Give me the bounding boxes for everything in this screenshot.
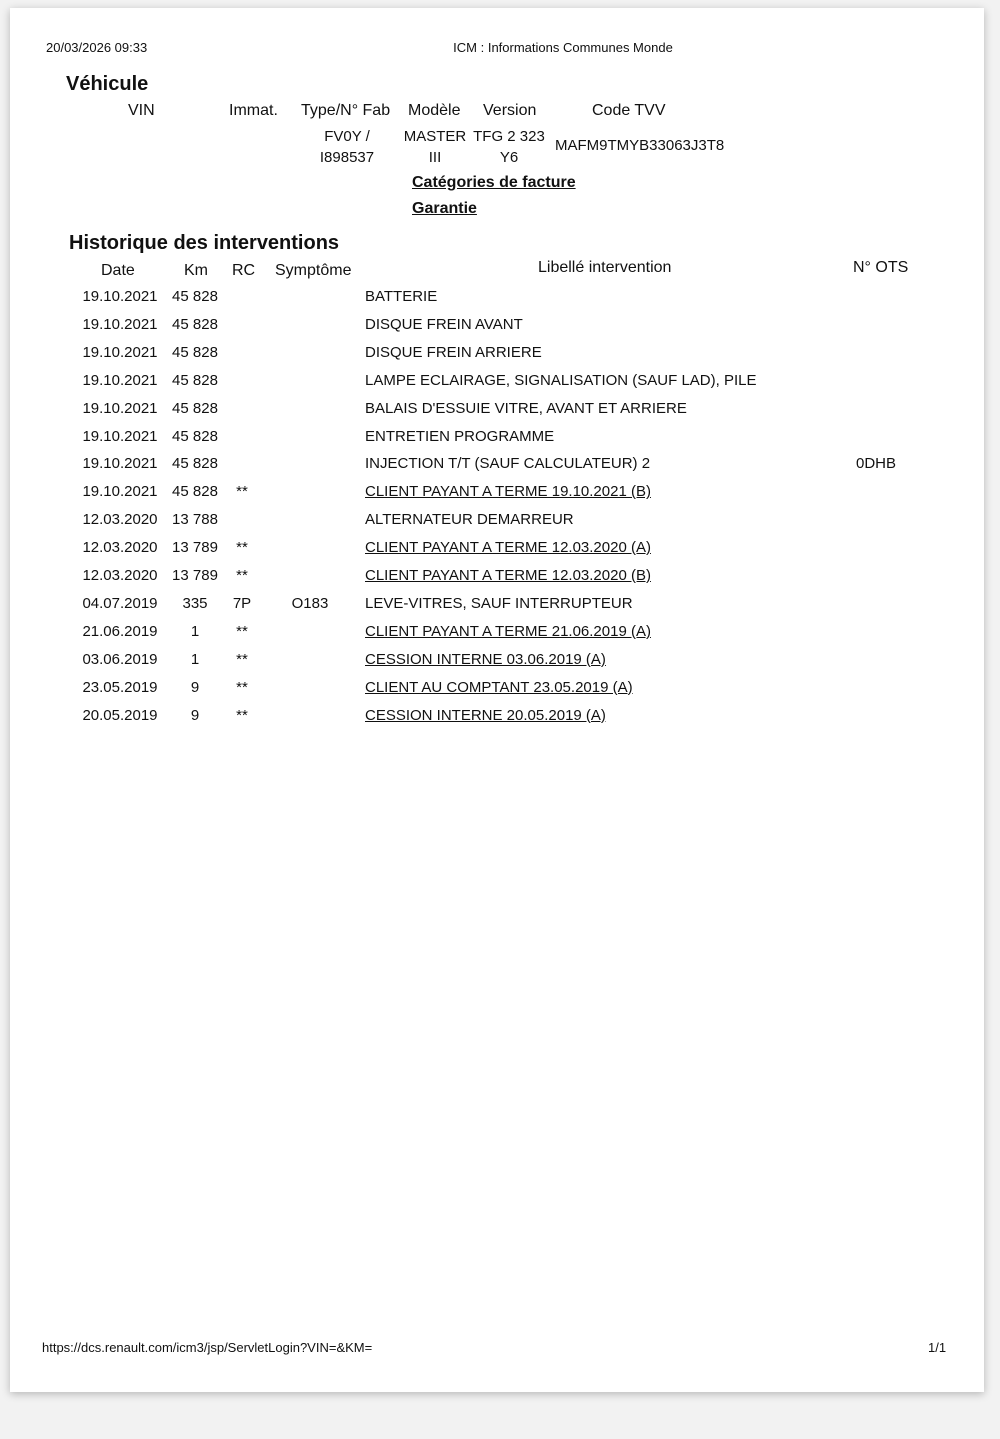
history-heading: Historique des interventions <box>69 232 340 254</box>
row-date: 12.03.2020 <box>82 511 158 529</box>
row-date: 03.06.2019 <box>82 650 158 668</box>
table-row <box>10 623 984 651</box>
page-number: 1/1 <box>928 1340 947 1355</box>
row-km: 13 789 <box>172 539 218 557</box>
invoice-categories-heading: Catégories de facture <box>412 174 576 191</box>
document-page <box>10 8 984 1392</box>
vehicle-heading: Véhicule <box>66 73 149 95</box>
row-km: 45 828 <box>172 315 218 333</box>
row-libelle: INJECTION T/T (SAUF CALCULATEUR) 2 <box>365 455 651 473</box>
version-value <box>470 126 548 168</box>
libelle-column-header: Libellé intervention <box>538 259 672 276</box>
modele-value <box>400 126 470 168</box>
modele-value-line1: MASTER <box>403 128 467 145</box>
modele-value-line2: III <box>428 149 442 166</box>
table-row <box>10 400 984 428</box>
table-row <box>10 372 984 400</box>
row-km: 45 828 <box>172 343 218 361</box>
row-km: 9 <box>190 678 200 696</box>
row-km: 45 828 <box>172 371 218 389</box>
row-libelle[interactable]: CESSION INTERNE 20.05.2019 (A) <box>365 706 606 724</box>
table-row <box>10 567 984 595</box>
row-date: 19.10.2021 <box>82 371 158 389</box>
row-km: 335 <box>182 594 208 612</box>
footer-url: https://dcs.renault.com/icm3/jsp/ServletLogin?VIN=&KM= <box>42 1340 373 1355</box>
type-value-line2: I898537 <box>319 149 375 166</box>
version-column-header: Version <box>483 102 537 119</box>
km-column-header: Km <box>184 262 208 279</box>
row-date: 12.03.2020 <box>82 567 158 584</box>
row-libelle: BATTERIE <box>365 288 438 305</box>
row-libelle: ENTRETIEN PROGRAMME <box>365 427 555 445</box>
row-libelle[interactable]: CLIENT PAYANT A TERME 12.03.2020 (B) <box>365 567 651 584</box>
row-km: 45 828 <box>172 288 218 305</box>
table-row <box>10 455 984 483</box>
row-rc: 7P <box>232 594 252 612</box>
rc-column-header: RC <box>232 262 256 279</box>
table-row <box>10 707 984 735</box>
row-libelle: LAMPE ECLAIRAGE, SIGNALISATION (SAUF LAD), PILE <box>365 371 757 389</box>
symptome-column-header: Symptôme <box>275 262 352 279</box>
table-row <box>10 288 984 316</box>
row-libelle: DISQUE FREIN AVANT <box>365 315 523 333</box>
row-date: 04.07.2019 <box>82 594 158 612</box>
row-km: 9 <box>190 706 200 724</box>
type-column-header: Type/N° Fab <box>301 102 391 119</box>
row-date: 19.10.2021 <box>82 315 158 333</box>
table-row <box>10 428 984 456</box>
row-km: 1 <box>190 650 200 668</box>
table-row <box>10 539 984 567</box>
row-rc: ** <box>236 650 248 668</box>
row-date: 12.03.2020 <box>82 539 158 557</box>
row-date: 19.10.2021 <box>82 483 158 501</box>
row-libelle: ALTERNATEUR DEMARREUR <box>365 511 574 529</box>
row-rc: ** <box>236 539 248 557</box>
row-km: 45 828 <box>172 455 218 473</box>
vin-column-header: VIN <box>128 102 155 119</box>
row-date: 23.05.2019 <box>82 678 158 696</box>
row-libelle[interactable]: CESSION INTERNE 03.06.2019 (A) <box>365 650 606 668</box>
row-libelle[interactable]: CLIENT PAYANT A TERME 19.10.2021 (B) <box>365 483 651 501</box>
date-column-header: Date <box>101 262 135 279</box>
code-tvv-column-header: Code TVV <box>592 102 666 119</box>
table-row <box>10 511 984 539</box>
modele-column-header: Modèle <box>408 102 461 119</box>
row-rc: ** <box>236 622 248 640</box>
row-km: 13 789 <box>172 567 218 584</box>
row-libelle[interactable]: CLIENT AU COMPTANT 23.05.2019 (A) <box>365 678 633 696</box>
table-row <box>10 651 984 679</box>
table-row <box>10 679 984 707</box>
row-date: 19.10.2021 <box>82 427 158 445</box>
row-date: 19.10.2021 <box>82 288 158 305</box>
table-row <box>10 344 984 372</box>
row-km: 45 828 <box>172 483 218 501</box>
row-ots: 0DHB <box>855 455 896 473</box>
invoice-category-value: Garantie <box>412 200 477 217</box>
table-row <box>10 483 984 511</box>
row-km: 45 828 <box>172 399 218 417</box>
print-datetime: 20/03/2026 09:33 <box>46 40 148 55</box>
row-date: 21.06.2019 <box>82 622 158 640</box>
row-date: 19.10.2021 <box>82 455 158 473</box>
version-value-line2: Y6 <box>499 149 519 166</box>
type-value <box>312 126 382 168</box>
row-libelle[interactable]: CLIENT PAYANT A TERME 12.03.2020 (A) <box>365 539 651 557</box>
version-value-line1: TFG 2 323 <box>473 128 545 145</box>
row-km: 13 788 <box>172 511 218 529</box>
row-date: 20.05.2019 <box>82 706 158 724</box>
row-libelle: BALAIS D'ESSUIE VITRE, AVANT ET ARRIERE <box>365 399 687 417</box>
immat-column-header: Immat. <box>229 102 278 119</box>
row-symptome: O183 <box>291 594 329 612</box>
table-row <box>10 316 984 344</box>
row-km: 1 <box>190 622 200 640</box>
code-tvv-value: MAFM9TMYB33063J3T8 <box>555 137 725 154</box>
row-libelle: LEVE-VITRES, SAUF INTERRUPTEUR <box>365 594 633 612</box>
row-libelle[interactable]: CLIENT PAYANT A TERME 21.06.2019 (A) <box>365 622 651 640</box>
table-row <box>10 595 984 623</box>
document-title: ICM : Informations Communes Monde <box>453 40 673 55</box>
row-rc: ** <box>236 678 248 696</box>
row-date: 19.10.2021 <box>82 343 158 361</box>
type-value-line1: FV0Y / <box>324 128 370 145</box>
row-rc: ** <box>236 706 248 724</box>
row-rc: ** <box>236 483 248 501</box>
row-rc: ** <box>236 567 248 584</box>
ots-column-header: N° OTS <box>853 259 909 276</box>
row-km: 45 828 <box>172 427 218 445</box>
row-date: 19.10.2021 <box>82 399 158 417</box>
row-libelle: DISQUE FREIN ARRIERE <box>365 343 542 361</box>
